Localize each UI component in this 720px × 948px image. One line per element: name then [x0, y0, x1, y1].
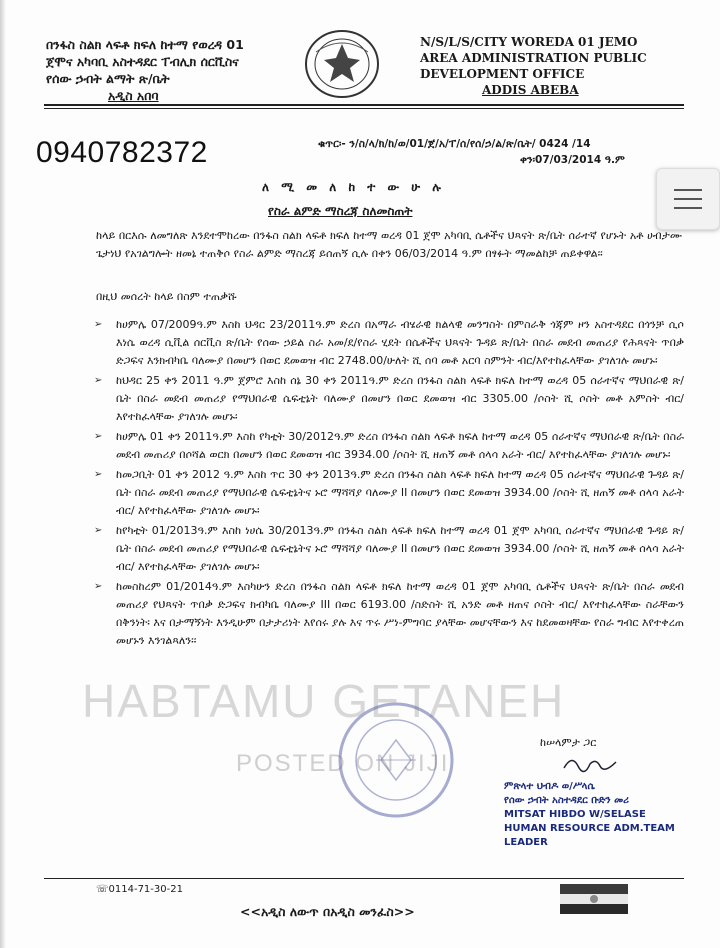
arrow-bullet-icon: ➢ [94, 319, 103, 330]
list-item: ➢ ከህዳር 25 ቀን 2011 ዓ.ም ጀምሮ እስከ ሰኔ 30 ቀን 2011ዓ.ም ድረስ በንፋስ ስልክ ላፍቶ ክፍለ ከተማ ወረዳ 05 ሰራተኛና ማህበራዊ ጽ/ቤት በስራ መደብ መጠሪያ የማህበራዊ ሴፍቲኔት ባለሙያ በመሆን በወር ደመወዝ ብር 3305.00 /ሶስት ሺ ሶስት መቶ አምስት ብር/ እየተከፈላቸው ያገለገሉ መሆኑ፡ [94, 374, 684, 423]
header-english-line-3: DEVELOPMENT OFFICE [420, 67, 585, 81]
intro-paragraph: ከላይ በርእሱ ለመግለጽ እንደተሞከረው በንፋስ ስልክ ላፍቶ ክፍለ ከተማ ወረዳ 01 ጀሞ አካባቢ ሴቶችና ህጻናት ጽ/ቤት ሰራተኛ የሆኑት አቶ ሀብታሙ ጌታነህ የአገልግሎት ዘመኔ ተጠቅሶ የስራ ልምድ ማስረጃ ይሰጠኝ ሲሉ በቀን 06/03/2014 ዓ.ም በፃፉት ማመልከቻ ጠይቀዋል፡፡ [96, 229, 682, 260]
arrow-bullet-icon: ➢ [94, 525, 103, 536]
overlay-phone-number: 0940782372 [36, 136, 208, 169]
closing-regards: ከሠላምታ ጋር [540, 736, 597, 749]
page-edge-shadow [0, 0, 6, 948]
list-item: ➢ ከመስከረም 01/2014ዓ.ም እስካሁን ድረስ በንፋስ ስልክ ላፍቶ ክፍለ ከተማ ወረዳ 01 ጀሞ አካባቢ ሴቶችና ህጻናት ጽ/ቤት በስራ መደብ መጠሪያ የህጻናት ጥበቃ ድጋፍና ክብካቤ ባለሙያ III በወር 6193.00 /ስድስት ሺ አንድ መቶ ዘጠና ሶስት ብር/ እየተከፈላቸው ስራቸውን በቅንነት፡ እና በታማኝነት እንዲሁም በታታሪነት እየሰሩ ያሉ እና ጥሩ ሥነ-ምግባር ያላቸው መሆናቸውን እና ከደመወዛቸው የስራ ግብር እየተቀረጠ መሆኑን እንገልጻለን፡፡ [94, 580, 684, 647]
signer-name-amharic: ምጽላተ ህብዶ ወ/ሥላሴ [504, 781, 595, 792]
arrow-bullet-icon: ➢ [94, 431, 103, 442]
signer-block [504, 780, 720, 850]
menu-bar-icon [674, 189, 702, 191]
footer-phone: ☏0114-71-30-21 [96, 884, 183, 895]
arrow-bullet-icon: ➢ [94, 469, 103, 480]
header-rule-top [44, 104, 684, 106]
signer-title-english: HUMAN RESOURCE ADM.TEAM LEADER [504, 823, 675, 848]
header-amharic-city: አዲስ አበባ [108, 88, 159, 103]
arrow-bullet-icon: ➢ [94, 581, 103, 592]
header-amharic-line-1: በንፋስ ስልክ ላፍቶ ክፍለ ከተማ የወረዳ 01 [46, 37, 244, 52]
menu-bar-icon [674, 207, 702, 209]
list-item: ➢ ከየካቲት 01/2013ዓ.ም እስከ ነሀሴ 30/2013ዓ.ም በንፋስ ስልክ ላፍቶ ክፍለ ከተማ ወረዳ 01 ጀሞ አካባቢ ሰራተኛና ማህበራዊ ጉዳይ ጽ/ቤት በስራ መደብ መጠሪያ የማህበራዊ ሴፍቲኔትና ኑሮ ማሻሻያ ባለሙያ II በመሆን በወር ደመወዝ 3934.00 /ሶስት ሺ ዘጠኝ መቶ ሰላሳ አራት ብር/ እየተከፈላቸው ያገለገሉ መሆኑ፡ [94, 524, 684, 573]
signature-icon [560, 752, 620, 776]
header-amharic [46, 36, 286, 104]
menu-button[interactable] [656, 168, 720, 230]
basis-line: በዚህ መሰረት ከላይ በስም ተጠቃሹ [96, 290, 237, 303]
list-item: ➢ ከሀምሌ 01 ቀን 2011ዓ.ም እስከ የካቲት 30/2012ዓ.ም ድረስ በንፋስ ስልክ ላፍቶ ክፍለ ከተማ ወረዳ 05 ሰራተኛና ማህበራዊ ጽ/ቤት በስራ መደብ መጠሪያ በሶሻል ወርክ በመሆን በወር ደመወዝ ብር 3934.00 /ሶስት ሺ ዘጠኝ መቶ ሰላሳ አራት ብር/ እየተከፈላቸው ያገለገሉ መሆኑ፡ [94, 430, 684, 461]
subject-heading: የስራ ልምድ ማስረጃ ስለመስጠት [268, 204, 413, 218]
header-english-city: ADDIS ABEBA [482, 83, 579, 97]
employment-history-list [92, 316, 684, 652]
footer-motto: <<አዲስ ለውጥ በአዲስ መንፈስ>> [240, 904, 415, 919]
list-item: ➢ ከሀምሌ 07/2009ዓ.ም እስከ ህዳር 23/2011ዓ.ም ድረስ በአማራ ብሄራዊ ክልላዊ መንግስት በምስራቅ ጎጃም ዞን አስተዳደር በጎንቻ ሲሶ እነሴ ወረዳ ሲቪል ሰርቪስ ጽ/ቤት የሰው ኃይል ስራ አመ/ደ/የስራ ሂደት በሴቶችና ህጻናት ጉዳይ ጽ/ቤት በስራ መደብ መጠሪያ የሕጻናት ጥበቃ ድጋፍና እንክብካቤ ባለሙያ በመሆን በወር ደመወዝ ብር 2748.00/ሁለት ሺ ሰባ መቶ አርባ ስምንት ብር/እየተከፈላቸው ያገለገሉ መሆኑ፡ [94, 318, 684, 367]
header-english-line-1: N/S/L/S/CITY WOREDA 01 JEMO [420, 35, 638, 49]
document-date: ቀን፡07/03/2014 ዓ.ም [520, 154, 625, 166]
arrow-bullet-icon: ➢ [94, 375, 103, 386]
header-english-line-2: AREA ADMINISTRATION PUBLIC [420, 51, 647, 65]
signer-title-amharic: የሰው ኃብት አስተዳደር ቡድን መሪ [504, 795, 629, 806]
salutation-heading: ለ ሚ መ ለ ከ ተ ው ሁ ሉ [262, 180, 445, 194]
watermark-name: HABTAMU GETANEH [82, 675, 566, 727]
footer-rule [44, 878, 684, 879]
list-item: ➢ ከመጋቢት 01 ቀን 2012 ዓ.ም እስከ ጥር 30 ቀን 2013ዓ.ም ድረስ በንፋስ ስልክ ላፍቶ ክፍለ ከተማ ወረዳ 05 ሰራተኛና ማህበራዊ ጉዳይ ጽ/ቤት በስራ መደብ መጠሪያ የማህበራዊ ሴፍቲኔትና ኑሮ ማሻሻያ ባለሙያ II በመሆን በወር ደመወዝ 3934.00 /ሶስት ሺ ዘጠኝ መቶ ሰላሳ አራት ብር/ እየተከፈላቸው ያገለገሉ መሆኑ፡ [94, 468, 684, 517]
menu-bar-icon [674, 198, 702, 200]
header-amharic-line-2: ጀሞና አካባቢ አስተዳደር ፐብሊክ ሰርቪስና [46, 54, 239, 69]
signer-name-english: MITSAT HIBDO W/SELASE [504, 809, 646, 820]
reference-number: ቁጥር፡- ን/ስ/ላ/ክ/ከ/ወ/01/ጀ/አ/ፐ/ሰ/የሰ/ኃ/ል/ጽ/ቤት/ 0424 /14 [318, 138, 591, 150]
header-rule-bottom [44, 108, 684, 109]
header-amharic-line-3: የሰው ኃብት ልማት ጽ/ቤት [46, 71, 170, 86]
flag-icon [560, 884, 628, 914]
city-emblem-icon [302, 28, 382, 100]
watermark-posted: POSTED ON JIJI [236, 750, 450, 777]
header-english [420, 34, 690, 98]
